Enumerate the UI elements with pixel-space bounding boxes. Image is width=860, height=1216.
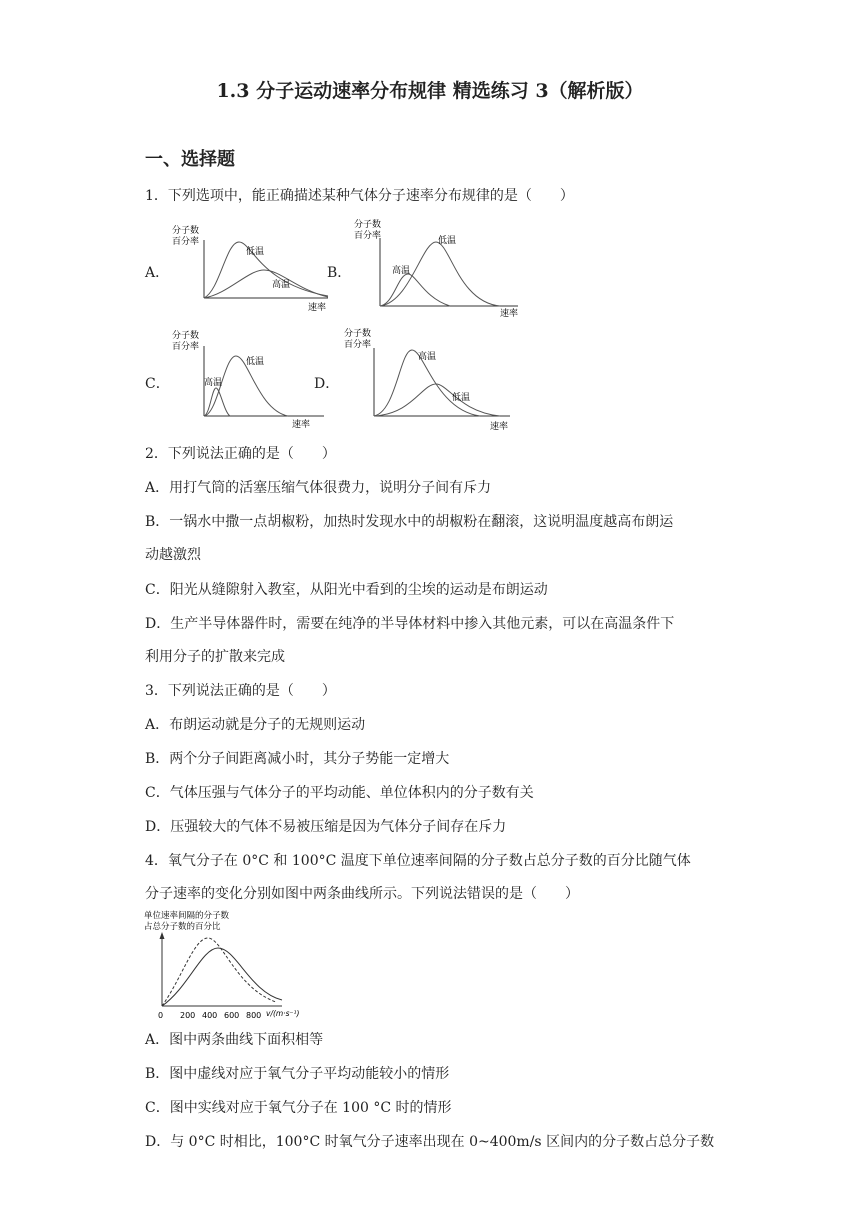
graph-b-ylabel-1: 分子数 <box>354 220 382 230</box>
q4-graph-tick-0: 0 <box>158 1011 164 1020</box>
q4-option-c: C．图中实线对应于氧气分子在 100 °C 时的情形 <box>145 1100 452 1116</box>
q4-graph-tick-200: 200 <box>180 1011 196 1020</box>
q4-option-b: B．图中虚线对应于氧气分子平均动能较小的情形 <box>145 1066 450 1082</box>
q4-graph-ylabel-2: 占总分子数的百分比 <box>144 922 221 932</box>
q4-graph <box>142 908 302 1022</box>
question-1-stem: 1．下列选项中，能正确描述某种气体分子速率分布规律的是（ ） <box>145 188 574 204</box>
q2-option-d-line1: D．生产半导体器件时，需要在纯净的半导体材料中掺入其他元素，可以在高温条件下 <box>145 616 675 632</box>
graph-d-ylabel-1: 分子数 <box>344 329 372 339</box>
q4-graph-tick-800: 800 <box>246 1011 262 1020</box>
q4-option-d: D．与 0°C 时相比，100°C 时氧气分子速率出现在 0~400m/s 区间内的分子数占总分子数 <box>145 1134 715 1150</box>
graph-c-xlabel: 速率 <box>292 420 311 430</box>
q2-option-d-line2: 利用分子的扩散来完成 <box>145 649 285 665</box>
graph-d-ylabel-2: 百分率 <box>344 340 372 350</box>
question-4-stem-line1: 4．氧气分子在 0°C 和 100°C 温度下单位速率间隔的分子数占总分子数的百分比随气体 <box>145 853 691 869</box>
graph-a-low-label: 低温 <box>246 247 265 257</box>
q4-graph-tick-600: 600 <box>224 1011 240 1020</box>
question-2-stem: 2．下列说法正确的是（ ） <box>145 446 336 462</box>
graph-b-xlabel: 速率 <box>500 309 519 319</box>
q2-option-b-line1: B．一锅水中撒一点胡椒粉，加热时发现水中的胡椒粉在翻滚，这说明温度越高布朗运 <box>145 514 674 530</box>
graph-a-ylabel-1: 分子数 <box>172 226 200 236</box>
graph-b-high-temp-curve <box>380 274 450 306</box>
q4-graph-y-arrow <box>160 932 165 939</box>
graph-d-xlabel: 速率 <box>490 422 509 432</box>
graph-a <box>168 222 333 317</box>
q2-option-b-line2: 动越激烈 <box>145 547 201 563</box>
question-4-stem-line2: 分子速率的变化分别如图中两条曲线所示。下列说法错误的是（ ） <box>145 886 579 902</box>
q4-graph-tick-400: 400 <box>202 1011 218 1020</box>
q2-option-a: A．用打气筒的活塞压缩气体很费力，说明分子间有斥力 <box>145 480 492 496</box>
question-3-stem: 3．下列说法正确的是（ ） <box>145 683 336 699</box>
q2-option-c: C．阳光从缝隙射入教室，从阳光中看到的尘埃的运动是布朗运动 <box>145 582 548 598</box>
graph-c-ylabel-2: 百分率 <box>172 342 200 352</box>
graph-a-high-label: 高温 <box>272 280 291 290</box>
q4-graph-xunit: v/(m·s⁻¹) <box>266 1009 300 1018</box>
graph-c-high-temp-curve <box>204 388 230 416</box>
graph-b <box>350 216 525 321</box>
q1-option-b-label: B． <box>327 265 352 281</box>
graph-a-xlabel: 速率 <box>308 303 327 313</box>
q4-graph-ylabel-1: 单位速率间隔的分子数 <box>144 911 230 921</box>
graph-c-low-label: 低温 <box>246 357 265 367</box>
q3-option-b: B．两个分子间距离减小时，其分子势能一定增大 <box>145 751 450 767</box>
graph-c <box>168 328 333 432</box>
graph-d-low-label: 低温 <box>452 393 471 403</box>
graph-c-ylabel-1: 分子数 <box>172 331 200 341</box>
graph-d-high-label: 高温 <box>418 352 437 362</box>
q1-option-d-label: D． <box>314 376 340 392</box>
graph-c-high-label: 高温 <box>204 378 223 388</box>
graph-a-high-temp-curve <box>204 270 328 298</box>
q4-option-a: A．图中两条曲线下面积相等 <box>145 1032 324 1048</box>
q3-option-c: C．气体压强与气体分子的平均动能、单位体积内的分子数有关 <box>145 785 534 801</box>
graph-b-high-label: 高温 <box>392 266 411 276</box>
graph-b-ylabel-2: 百分率 <box>354 231 382 241</box>
q3-option-a: A．布朗运动就是分子的无规则运动 <box>145 717 366 733</box>
graph-d-low-temp-curve <box>374 384 500 416</box>
q4-graph-solid-curve <box>162 948 282 1006</box>
q3-option-d: D．压强较大的气体不易被压缩是因为气体分子间存在斥力 <box>145 819 507 835</box>
graph-d <box>340 326 520 434</box>
graph-b-low-label: 低温 <box>438 236 457 246</box>
q1-option-c-label: C． <box>145 376 170 392</box>
graph-a-ylabel-2: 百分率 <box>172 237 200 247</box>
q1-option-a-label: A． <box>145 265 170 281</box>
section-heading: 一、选择题 <box>145 149 235 170</box>
page-title: 1.3 分子运动速率分布规律 精选练习 3（解析版） <box>216 80 644 102</box>
